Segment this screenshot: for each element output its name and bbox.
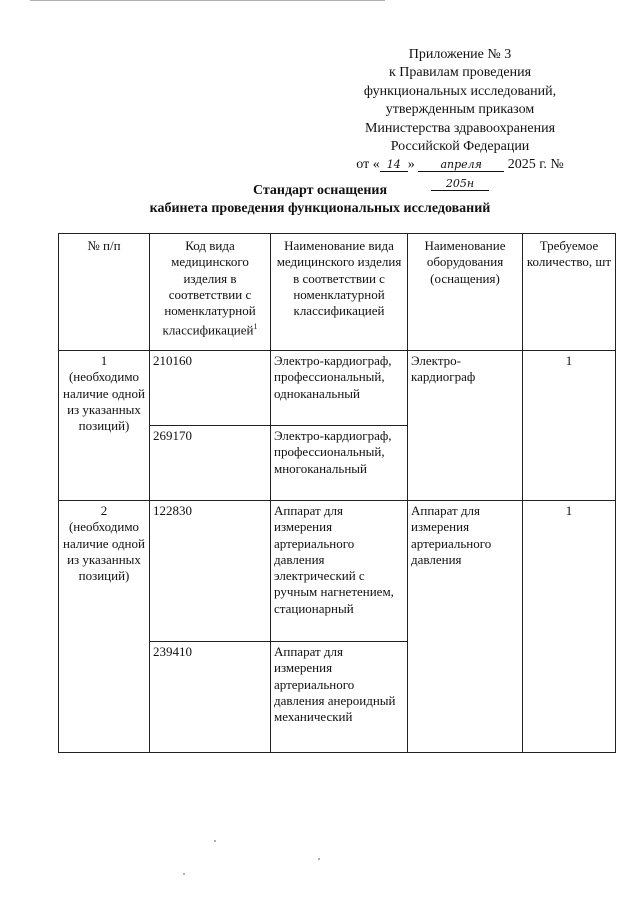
item-code: 122830 xyxy=(150,501,271,642)
header-number: № п/п xyxy=(59,234,150,351)
appendix-line: Приложение № 3 xyxy=(408,47,512,62)
appendix-line: к Правилам проведения xyxy=(388,65,532,81)
group-number-cell xyxy=(59,351,150,501)
date-prefix: от « xyxy=(356,157,380,173)
header-kind-name: Наименование вида медицинского изделия в соответствии с номенклатурной классификацией xyxy=(271,234,408,351)
appendix-block xyxy=(330,46,590,193)
header-equipment: Наименование оборудования (оснащения) xyxy=(408,234,523,351)
required-quantity: 1 xyxy=(523,501,616,753)
equipment-table xyxy=(58,233,616,753)
date-month-handwritten: апреля xyxy=(418,159,504,172)
scan-speck xyxy=(318,858,320,860)
item-name: Аппарат для измерения артериального давления анероидный механический xyxy=(271,642,408,753)
date-close: » xyxy=(407,157,415,173)
header-code xyxy=(150,234,271,351)
table-row xyxy=(59,501,616,642)
item-code: 269170 xyxy=(150,426,271,501)
scan-speck xyxy=(183,873,185,875)
header-code-text: Код вида медицинского изделия в соответствии с номенклатурной классификацией xyxy=(162,238,256,338)
order-number-handwritten: 205н xyxy=(431,178,489,191)
appendix-line: Министерства здравоохранения xyxy=(364,120,556,136)
item-code: 239410 xyxy=(150,642,271,753)
top-rule xyxy=(30,0,385,1)
item-name: Аппарат для измерения артериального давления электрический с ручным нагнетением, стационарный xyxy=(271,501,408,642)
equipment-name: Электро-кардиограф xyxy=(408,351,523,501)
item-name: Электро-кардиограф, профессиональный, одноканальный xyxy=(271,351,408,426)
appendix-line: Российской Федерации xyxy=(390,139,530,155)
date-day-handwritten: 14 xyxy=(380,159,408,172)
title-line-1: Стандарт оснащения xyxy=(252,183,388,198)
equipment-name: Аппарат для измерения артериального давления xyxy=(408,501,523,753)
group-number: 1 xyxy=(100,353,108,368)
table-row xyxy=(59,351,616,426)
date-year: 2025 г. № xyxy=(507,157,564,173)
document-title xyxy=(60,182,580,218)
footnote-mark: 1 xyxy=(253,322,258,332)
scan-speck xyxy=(214,840,216,842)
item-code: 210160 xyxy=(150,351,271,426)
required-quantity: 1 xyxy=(523,351,616,501)
table-header-row xyxy=(59,234,616,351)
item-name: Электро-кардиограф, профессиональный, многоканальный xyxy=(271,426,408,501)
title-line-2: кабинета проведения функциональных исследований xyxy=(149,201,491,216)
header-quantity: Требуемое количество, шт xyxy=(523,234,616,351)
group-number: 2 xyxy=(100,503,108,518)
group-note: (необходимо наличие одной из указанных позиций) xyxy=(63,369,145,434)
appendix-line: утвержденным приказом xyxy=(385,102,535,118)
group-note: (необходимо наличие одной из указанных позиций) xyxy=(63,519,145,584)
appendix-line: функциональных исследований, xyxy=(363,83,557,99)
group-number-cell xyxy=(59,501,150,753)
